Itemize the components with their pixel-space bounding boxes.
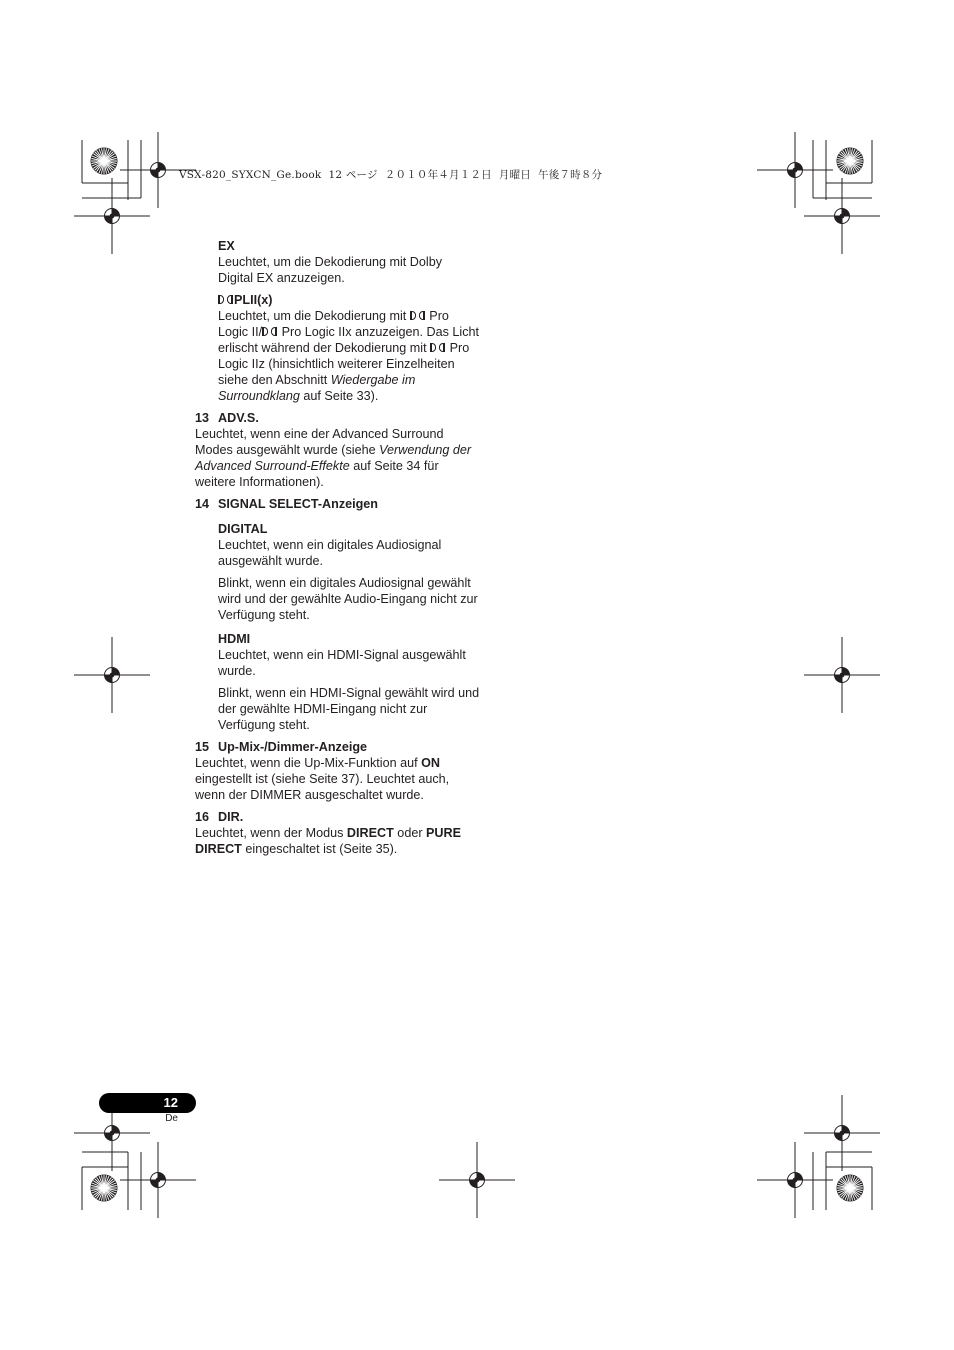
- dir-heading: [195, 809, 480, 825]
- ex-heading: EX: [218, 239, 235, 253]
- section-reference: Verwendung der Advanced Surround-Effekte: [195, 443, 472, 473]
- item-title: SIGNAL SELECT-Anzeigen: [218, 497, 379, 511]
- plii-description: Leuchtet, um die Dekodierung mit Pro Logic II/ Pro Logic IIx anzuzeigen. Das Licht erlischt während der Dekodierung mit Pro Logic IIz (hinsichtlich weiterer Einzelheiten siehe den Abschnitt Wiedergabe im Surroundklang auf Seite 33).: [218, 309, 480, 403]
- print-header: VSX-820_SYXCN_Ge.book 12 ページ ２０１０年４月１２日 月曜日 午後７時８分: [179, 169, 603, 181]
- item-number: 15: [195, 740, 210, 754]
- item-title: DIR.: [218, 810, 244, 824]
- digital-heading: DIGITAL: [218, 522, 268, 536]
- item-title: ADV.S.: [218, 411, 259, 425]
- hdmi-description-2: Blinkt, wenn ein HDMI-Signal gewählt wird und der gewählte HDMI-Eingang nicht zur Verfügung steht.: [218, 686, 480, 732]
- main-content: [195, 238, 480, 857]
- item-title: Up-Mix-/Dimmer-Anzeige: [218, 740, 368, 754]
- advs-description: Leuchtet, wenn eine der Advanced Surround Modes ausgewählt wurde (siehe Verwendung der Advanced Surround-Effekte auf Seite 34 für weitere Informationen).: [195, 427, 472, 489]
- advs-heading: [195, 410, 480, 426]
- plii-heading: [218, 292, 480, 308]
- ex-description: Leuchtet, um die Dekodierung mit Dolby Digital EX anzuzeigen.: [218, 255, 443, 285]
- dolby-logo-icon: [262, 327, 277, 336]
- upmix-heading: [195, 739, 480, 755]
- page-number: 12: [163, 1095, 178, 1110]
- item-number: 14: [195, 497, 210, 511]
- dolby-logo-icon: [430, 343, 445, 352]
- dolby-logo-icon: [218, 295, 233, 304]
- section-reference: Wiedergabe im Surroundklang: [218, 373, 416, 403]
- upmix-description: Leuchtet, wenn die Up-Mix-Funktion auf ON eingestellt ist (siehe Seite 37). Leuchtet auch, wenn der DIMMER ausgeschaltet wurde.: [195, 756, 450, 802]
- digital-description-1: Leuchtet, wenn ein digitales Audiosignal ausgewählt wurde.: [218, 538, 442, 568]
- dolby-logo-icon: [410, 311, 425, 320]
- hdmi-description-1: Leuchtet, wenn ein HDMI-Signal ausgewählt wurde.: [218, 648, 466, 678]
- item-number: 16: [195, 810, 210, 824]
- signal-select-heading: [195, 496, 480, 512]
- dir-description: Leuchtet, wenn der Modus DIRECT oder PURE DIRECT eingeschaltet ist (Seite 35).: [195, 826, 462, 856]
- hdmi-heading: HDMI: [218, 632, 251, 646]
- digital-description-2: Blinkt, wenn ein digitales Audiosignal gewählt wird und der gewählte Audio-Eingang nicht zur Verfügung steht.: [218, 576, 478, 622]
- plii-title: PLII(x): [234, 293, 273, 307]
- item-number: 13: [195, 411, 210, 425]
- language-code: De: [165, 1113, 178, 1124]
